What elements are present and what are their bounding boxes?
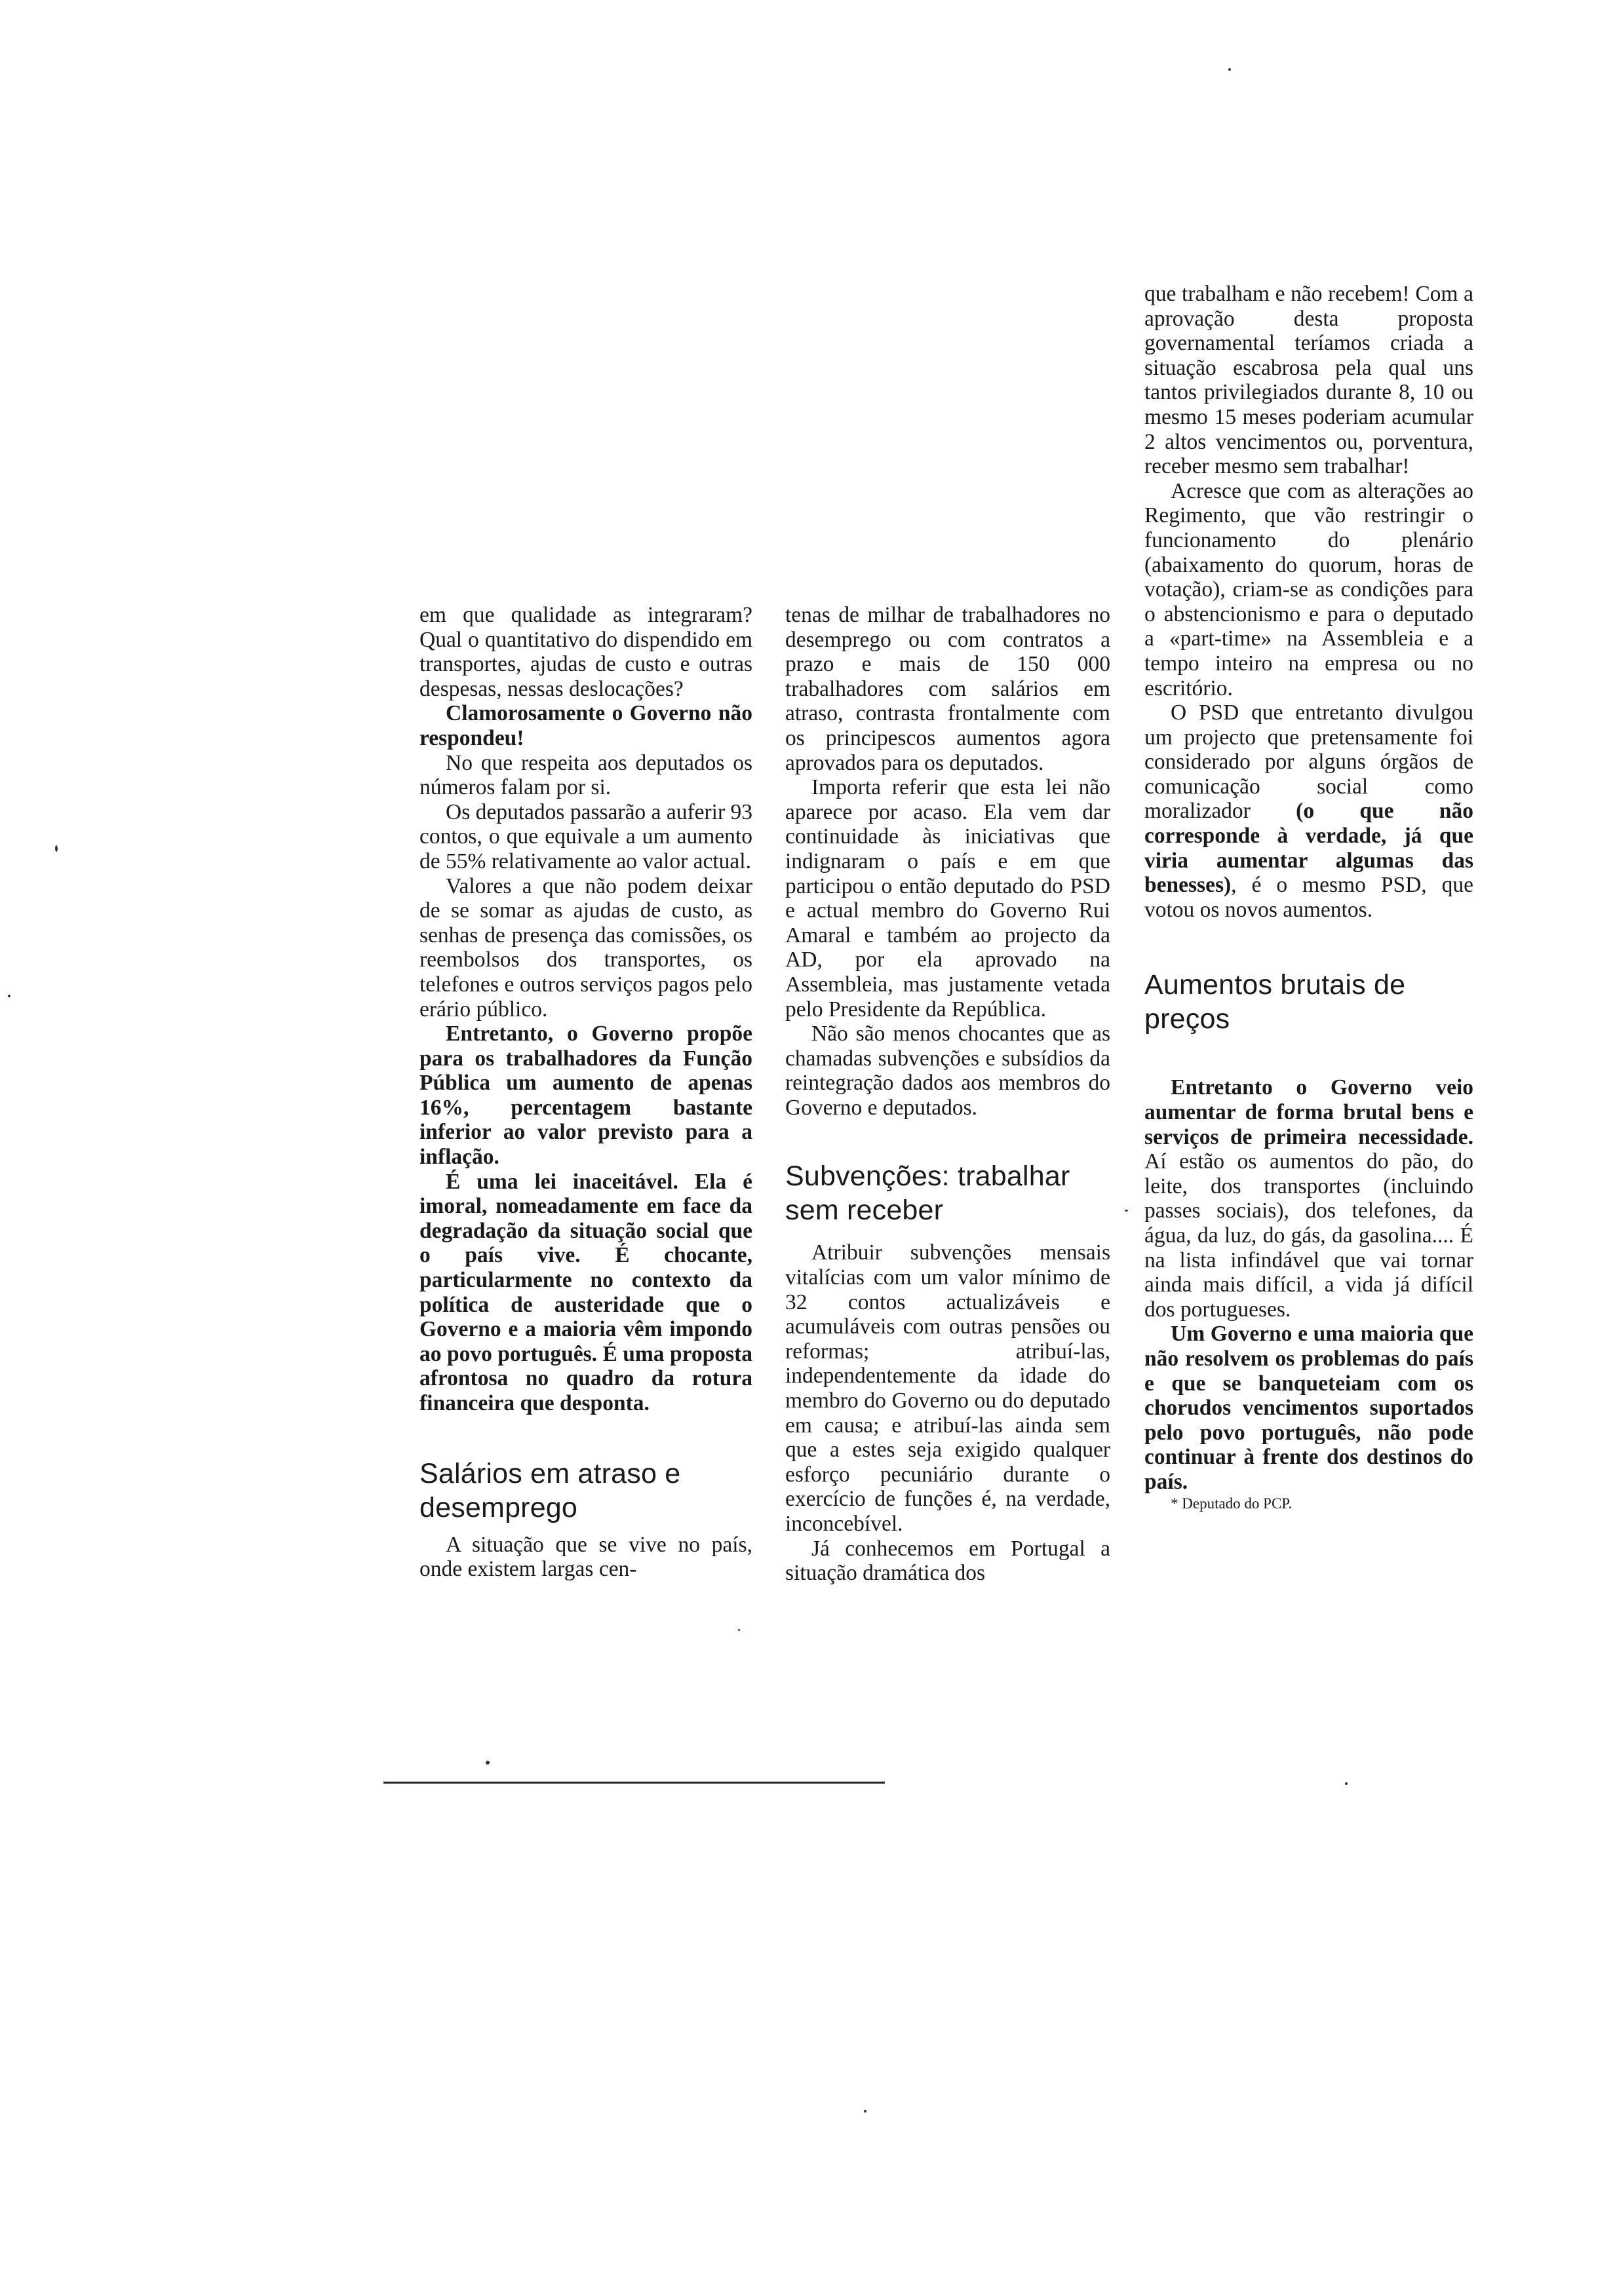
scan-speck [1345,1782,1348,1785]
scan-speck [1125,1210,1128,1212]
paragraph: tenas de milhar de trabalhadores no desemprego ou com contratos a prazo e mais de 150 000 trabalhadores com salários em atraso, contrasta frontalmente com os principescos aumentos agora aprovados para os deputados. [785,603,1110,775]
paragraph: Valores a que não podem deixar de se somar as ajudas de custo, as senhas de presença das comissões, os reembolsos dos transportes, os telefones e outros serviços pagos pelo erário público. [419,873,752,1022]
paragraph: É uma lei inaceitável. Ela é imoral, nomeadamente em face da degradação da situação social que o país vive. É chocante, particularmente no contexto da política de austeridade que o Governo e a maioria vêm impondo ao povo português. É uma proposta afrontosa no quadro da rotura financeira que desponta. [419,1169,752,1415]
paragraph: Clamorosamente o Governo não respondeu! [419,701,752,750]
section-heading: Aumentos brutais de preços [1144,969,1406,1035]
bold-aside: (o que não corresponde à verdade, já que viria aumentar algumas das benesses) [1144,799,1473,898]
paragraph: em que qualidade as integraram? Qual o quantitativo do dispendido em transportes, ajudas de custo e outras despesas, nessas deslocações? [419,603,752,701]
bottom-rule-dash [383,1782,402,1784]
paragraph [1144,1075,1473,1322]
scan-speck [864,2110,866,2113]
paragraph: Não são menos chocantes que as chamadas subvenções e subsídios da reintegração dados aos membros do Governo e deputados. [785,1022,1110,1120]
paragraph-text: Aí estão os aumentos do pão, do leite, dos transportes (incluindo passes sociais), dos telefones, da água, da luz, do gás, da gasolina.... É na lista infindável que vai tornar ainda mais difícil, a vida já difícil dos portugueses. [1144,1149,1473,1322]
article-column-2 [785,603,1110,1586]
bold-lead: Entretanto o Governo veio aumentar de forma brutal bens e serviços de primeira necessidade. [1144,1075,1473,1149]
paragraph: Já conhecemos em Portugal a situação dramática dos [785,1536,1110,1586]
paragraph-text: , é o mesmo PSD, que votou os novos aumentos. [1144,873,1473,922]
paragraph-text: O PSD que entretanto divulgou um projecto que pretensamente foi considerado por alguns órgãos de comunicação social como moralizador [1144,700,1473,824]
scan-speck [8,995,10,997]
paragraph: Importa referir que esta lei não aparece por acaso. Ela vem dar continuidade às iniciativas que indignaram o país e em que participou o então deputado do PSD e actual membro do Governo Rui Amaral e também ao projecto da AD, por ela aprovado na Assembleia, mas justamente vetada pelo Presidente da República. [785,775,1110,1022]
scan-speck [486,1761,490,1765]
paragraph: Atribuir subvenções mensais vitalícias com um valor mínimo de 32 contos actualizáveis e acumuláveis com outras pensões ou reformas; atribuí-las, independentemente da idade do membro do Governo ou do deputado em causa; e atribuí-las ainda sem que a estes seja exigido qualquer esforço pecuniário durante o exercício de funções é, na verdade, inconcebível. [785,1240,1110,1536]
bottom-rule [397,1782,885,1784]
paragraph: A situação que se vive no país, onde existem largas cen- [419,1532,752,1582]
scan-speck [738,1629,740,1631]
paragraph: Os deputados passarão a auferir 93 contos, o que equivale a um aumento de 55% relativamente ao valor actual. [419,799,752,873]
paragraph: Acresce que com as alterações ao Regimento, que vão restringir o funcionamento do plenário (abaixamento do quorum, horas de votação), criam-se as condições para o abstencionismo e para o deputado a «part-time» na Assembleia e a tempo inteiro na empresa ou no escritório. [1144,478,1473,700]
section-heading: Subvenções: trabalhar sem receber [785,1160,1070,1227]
paragraph: Um Governo e uma maioria que não resolvem os problemas do país e que se banqueteiam com os chorudos vencimentos suportados pelo povo português, não pode continuar à frente dos destinos do país. [1144,1322,1473,1494]
paragraph: que trabalham e não recebem! Com a aprovação desta proposta governamental teríamos criada a situação escabrosa pela qual uns tantos privilegiados durante 8, 10 ou mesmo 15 meses poderiam acumular 2 altos vencimentos ou, porventura, receber mesmo sem trabalhar! [1144,282,1473,479]
scan-speck [1228,68,1231,71]
paragraph: Entretanto, o Governo propõe para os trabalhadores da Função Pública um aumento de apenas 16%, percentagem bastante inferior ao valor previsto para a inflação. [419,1022,752,1170]
article-column-3 [1144,282,1473,1513]
scan-speck [55,845,58,852]
paragraph: No que respeita aos deputados os números falam por si. [419,750,752,800]
article-column-1 [419,603,752,1582]
footnote: * Deputado do PCP. [1171,1495,1293,1512]
paragraph [1144,700,1473,922]
section-heading: Salários em atraso e desemprego [419,1457,681,1523]
